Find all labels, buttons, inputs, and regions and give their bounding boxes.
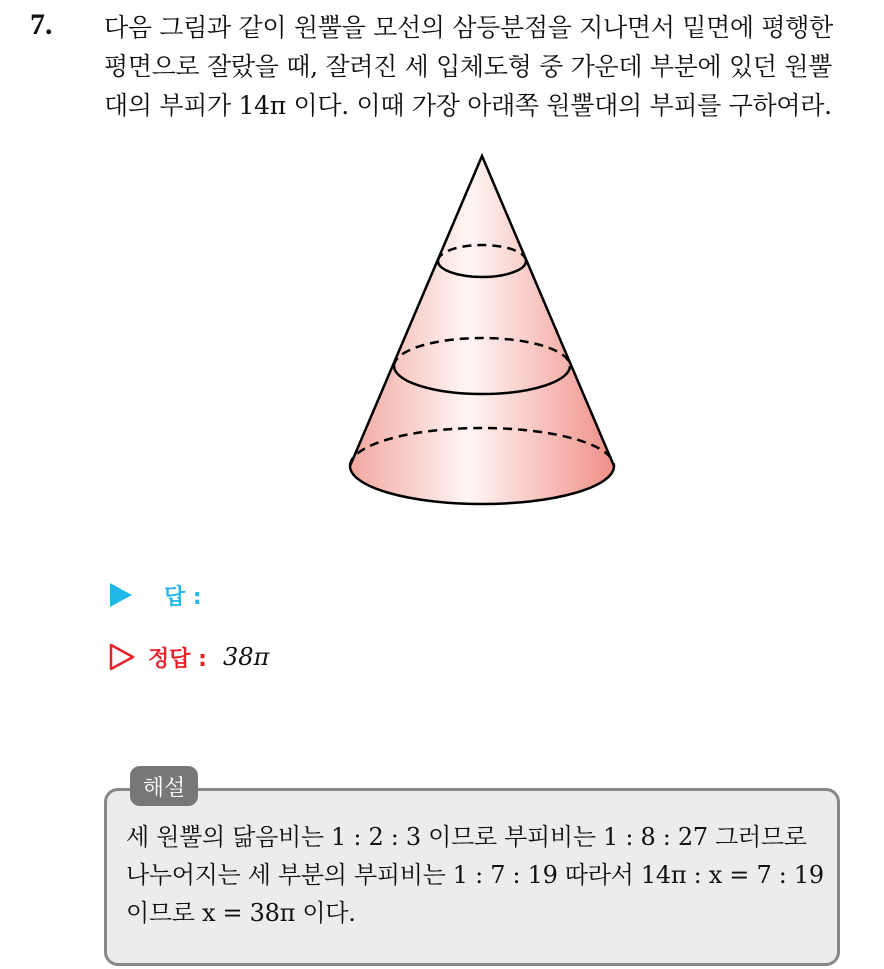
explanation-tag: 해설 bbox=[130, 766, 198, 806]
cone-figure bbox=[330, 140, 630, 540]
question-text bbox=[104, 8, 874, 125]
cone-body bbox=[350, 156, 614, 504]
explanation-line: 이므로 x = 38π 이다. bbox=[126, 899, 356, 927]
explanation-line: 나누어지는 세 부분의 부피비는 1 : 7 : 19 따라서 14π : x = 7 : 19 bbox=[126, 861, 824, 889]
explanation-text bbox=[126, 818, 836, 932]
question-number: 7. bbox=[30, 8, 53, 41]
outline-arrow-icon bbox=[108, 643, 136, 671]
correct-answer-label: 정답 : bbox=[148, 646, 207, 672]
play-arrow-icon bbox=[108, 582, 134, 608]
question-line: 대의 부피가 14π 이다. 이때 가장 아래쪽 원뿔대의 부피를 구하여라. bbox=[104, 91, 832, 120]
question-line: 평면으로 잘랐을 때, 잘려진 세 입체도형 중 가운데 부분에 있던 원뿔 bbox=[104, 52, 833, 81]
correct-answer-value: 38π bbox=[222, 643, 270, 671]
question-line: 다음 그림과 같이 원뿔을 모선의 삼등분점을 지나면서 밑면에 평행한 bbox=[104, 13, 833, 42]
correct-answer-row bbox=[108, 642, 269, 672]
explanation-line: 세 원뿔의 닮음비는 1 : 2 : 3 이므로 부피비는 1 : 8 : 27 그러므로 bbox=[126, 823, 807, 851]
answer-label: 답 : bbox=[164, 584, 202, 610]
answer-row bbox=[108, 580, 218, 610]
